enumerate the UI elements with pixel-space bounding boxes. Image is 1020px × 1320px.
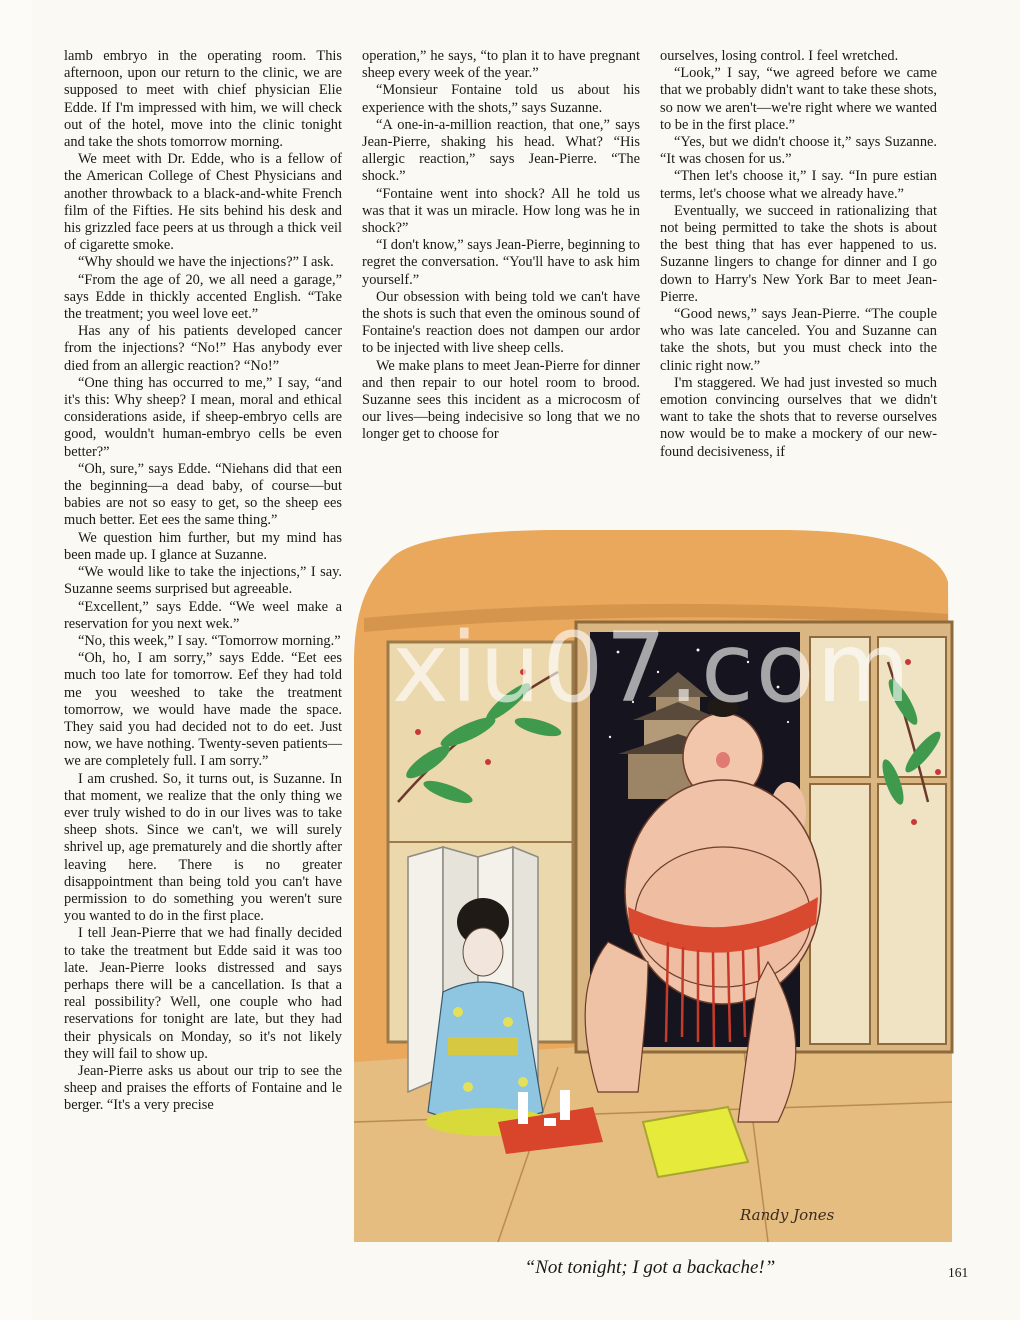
article-paragraph: “Oh, ho, I am sorry,” says Edde. “Eet ees much too late for tomorrow. Eef they had told me you weeshed to take the treatment tomorrow, we would have made the space. They said you had decided not to do eet. Just now, we have nothing. Twenty-seven patients—we are completely full. I am sorry.” [64, 650, 342, 770]
article-paragraph: “One thing has occurred to me,” I say, “and it's this: Why sheep? I mean, moral and ethical considerations aside, if sheep-embryo cells are good, wouldn't human-embryo cells be even better?” [64, 374, 342, 460]
article-paragraph: I tell Jean-Pierre that we had finally decided to take the treatment but Edde said it was too late. Jean-Pierre looks distressed and says perhaps there will be a cancellation. Is that a real possibility? Well, one couple who had reservations for tonight are late, but they had their physicals on Monday, so it's not likely they will fail to show up. [64, 925, 342, 1062]
article-paragraph: Jean-Pierre asks us about our trip to see the sheep and praises the efforts of Fontaine and le berger. “It's a very precise [64, 1062, 342, 1114]
artist-signature: Randy Jones [740, 1206, 835, 1224]
article-paragraph: ourselves, losing control. I feel wretched. [660, 48, 899, 64]
watermark-text: xiu07.com [392, 612, 913, 724]
article-paragraph: operation,” he says, “to plan it to have pregnant sheep every week of the year.” [362, 48, 640, 82]
article-paragraph: We make plans to meet Jean-Pierre for dinner and then repair to our hotel room to brood. Suzanne sees this incident as a microcosm of our lives—being indecisive so long that we no longer get to choose for [362, 357, 640, 443]
article-paragraph: I am crushed. So, it turns out, is Suzanne. In that moment, we realize that the only thing we ever truly wished to do in our lives was to take sheep shots. Since we can't, we will surely shrivel up, age prematurely and die shortly after leaving here. There is no greater disappointment than being told you can't have permission to do something you weren't sure you wanted to do in the first place. [64, 770, 342, 925]
article-paragraph: Eventually, we succeed in rationalizing that not being permitted to take the shots is about the best thing that has ever happened to us. Suzanne lingers to change for dinner and I go down to Harry's New York Bar to meet Jean-Pierre. [660, 202, 937, 305]
article-paragraph: Has any of his patients developed cancer from the injections? “No!” Has anybody ever died from an allergic reaction? “No!” [64, 323, 342, 374]
article-paragraph: “Look,” I say, “we agreed before we came that we probably didn't want to take these shots, so now we aren't—we're right where we wanted to be in the first place.” [660, 65, 937, 133]
article-paragraph: “Why should we have the injections?” I ask. [78, 254, 334, 271]
article-paragraph: “Oh, sure,” says Edde. “Niehans did that een the beginning—a dead baby, of course—but babies are not so easy to get, so the sheep ees much better. Eet ees the same thing.” [64, 460, 342, 529]
article-paragraph: “Yes, but we didn't choose it,” says Suzanne. “It was chosen for us.” [660, 134, 937, 168]
article-paragraph: “Monsieur Fontaine told us about his experience with the shots,” says Suzanne. [362, 82, 640, 116]
text-column-3 [660, 48, 937, 461]
article-paragraph: We question him further, but my mind has been made up. I glance at Suzanne. [64, 529, 342, 563]
article-paragraph: “From the age of 20, we all need a garage,” says Edde in thickly accented English. “Take the treatment; you weel love eet.” [64, 271, 342, 323]
article-paragraph: “We would like to take the injections,” I say. Suzanne seems surprised but agreeable. [64, 564, 342, 598]
article-paragraph: “I don't know,” says Jean-Pierre, beginning to regret the conversation. “You'll have to ask him yourself.” [362, 237, 640, 288]
cartoon-caption: “Not tonight; I got a backache!” [524, 1257, 776, 1278]
article-paragraph: Our obsession with being told we can't have the shots is such that even the ominous sound of Fontaine's reaction does not dampen our ardor to be injected with live sheep cells. [362, 288, 640, 357]
article-paragraph: We meet with Dr. Edde, who is a fellow of the American College of Chest Physicians and another throwback to a black-and-white French film of the Fifties. He sits behind his desk and his grizzled face peers at us through a thick veil of cigarette smoke. [64, 151, 342, 254]
article-paragraph: I'm staggered. We had just invested so much emotion convincing ourselves that we didn't want to take the shots that to reverse ourselves now would be to make a mockery of our new-found decisiveness, if [660, 374, 937, 460]
article-paragraph: lamb embryo in the operating room. This afternoon, upon our return to the clinic, we are supposed to meet with chief physician Elie Edde. If I'm impressed with him, we will check out of the hotel, move into the clinic tonight and take the shots tomorrow morning. [64, 48, 342, 151]
article-paragraph: “No, this week,” I say. “Tomorrow morning.” [78, 632, 341, 649]
page-number: 161 [948, 1265, 969, 1280]
article-paragraph: “A one-in-a-million reaction, that one,” says Jean-Pierre, shaking his head. What? “His allergic reaction,” says Jean-Pierre. “The shock.” [362, 116, 640, 185]
article-paragraph: “Good news,” says Jean-Pierre. “The couple who was late canceled. You and Suzanne can take the shots, but you must check into the clinic right now.” [660, 306, 937, 374]
page-margin [0, 0, 32, 1320]
text-column-1 [64, 48, 342, 1115]
article-paragraph: “Then let's choose it,” I say. “In pure estian terms, let's choose what we already have.” [660, 168, 937, 202]
article-paragraph: “Fontaine went into shock? All he told us was that it was un miracle. How long was he in shock?” [362, 185, 640, 237]
article-paragraph: “Excellent,” says Edde. “We weel make a reservation for you next wek.” [64, 598, 342, 632]
text-column-2 [362, 48, 640, 444]
